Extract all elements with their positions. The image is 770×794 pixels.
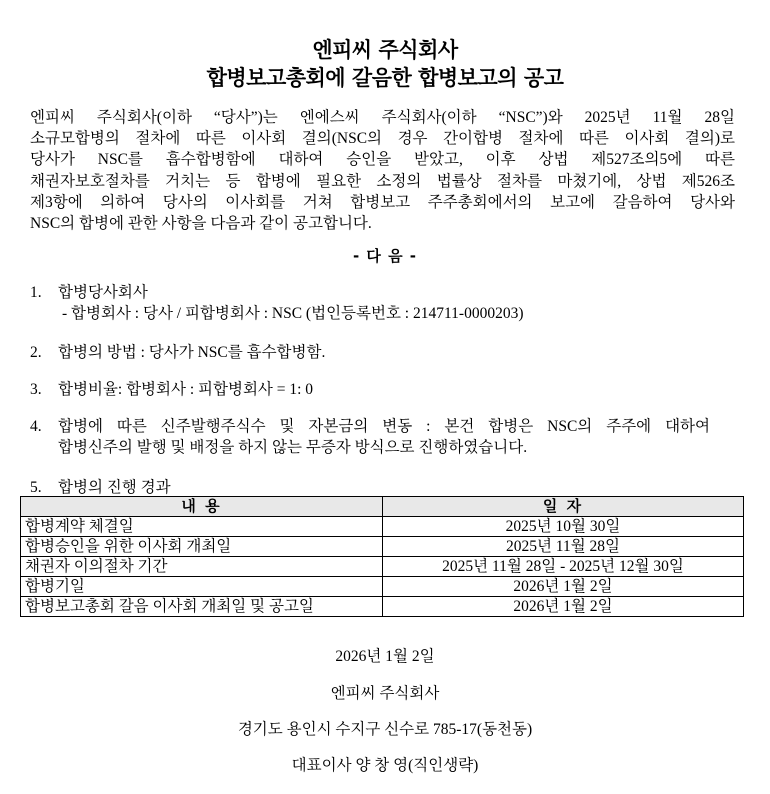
intro-line: 제3항에 의하여 당사의 이사회를 거쳐 합병보고 주주총회에서의 보고에 갈음하여 당사와 [30,193,735,211]
list-item-number: 4. [30,418,42,435]
list-item-number: 3. [30,381,42,398]
table-row [21,557,744,577]
intro-paragraph [30,107,735,234]
list-item-number: 5. [30,479,42,496]
list-item-text: 합병비율: 합병회사 : 피합병회사 = 1: 0 [58,381,314,398]
intro-line: NSC의 합병에 관한 사항을 다음과 같이 공고합니다. [30,215,372,233]
intro-line: 엔피씨 주식회사(이하 “당사”)는 엔에스씨 주식회사(이하 “NSC”)와 2025년 11월 28일 [30,109,735,126]
list-item-number: 2. [30,344,42,361]
document-title: 합병보고총회에 갈음한 합병보고의 공고 [206,66,564,90]
table-row [21,577,744,597]
section-heading: - 다 음 - [352,247,418,265]
company-address: 경기도 용인시 수지구 신수로 785-17(동천동) [237,721,533,738]
ceo-signature: 대표이사 양 창 영(직인생략) [291,757,479,774]
merger-progress-table [20,496,744,617]
table-row [21,597,744,617]
intro-line: 채권자보호절차를 거치는 등 합병에 필요한 소정의 법률상 절차를 마쳤기에, 상법 제526조 [30,172,735,190]
list-item-text: 합병에 따른 신주발행주식수 및 자본금의 변동 : 본건 합병은 NSC의 주주에 대하여 [58,418,710,435]
list-item-merger-ratio [30,379,313,400]
list-item-merger-method [30,342,325,363]
list-item-progress [30,477,171,498]
table-cell-content: 합병기일 [21,577,383,597]
list-item-subtext: - 합병회사 : 당사 / 피합병회사 : NSC (법인등록번호 : 214711-0000203) [62,305,524,322]
table-cell-date: 2025년 11월 28일 [383,537,744,557]
column-header-content: 내 용 [21,497,383,517]
table-cell-date: 2026년 1월 2일 [383,597,744,617]
intro-line: 소규모합병의 절차에 따른 이사회 결의(NSC의 경우 간이합병 절차에 따른 이사회 결의)로 [30,130,735,148]
table-cell-date: 2026년 1월 2일 [383,577,744,597]
list-item-continuation: 합병신주의 발행 및 배정을 하지 않는 무증자 방식으로 진행하였습니다. [58,439,528,456]
table-row [21,517,744,537]
table-header-row [21,497,744,517]
table-cell-date: 2025년 11월 28일 - 2025년 12월 30일 [383,557,744,577]
list-item-text: 합병의 방법 : 당사가 NSC를 흡수합병함. [58,344,326,361]
intro-line: 당사가 NSC를 흡수합병함에 대하여 승인을 받았고, 이후 상법 제527조의5에 따른 [30,151,735,169]
table-cell-content: 합병계약 체결일 [21,517,383,537]
list-item-number: 1. [30,284,42,301]
list-item-share-changes [30,416,710,458]
company-name: 엔피씨 주식회사 [330,685,440,702]
table-cell-content: 합병보고총회 갈음 이사회 개최일 및 공고일 [21,597,383,617]
list-item-merging-parties [30,282,524,324]
column-header-date: 일 자 [383,497,744,517]
document-title-company: 엔피씨 주식회사 [312,38,458,62]
table-row [21,537,744,557]
list-item-text: 합병의 진행 경과 [58,479,171,496]
list-item-text: 합병당사회사 [58,284,148,301]
notice-date: 2026년 1월 2일 [335,648,435,665]
table-cell-content: 합병승인을 위한 이사회 개최일 [21,537,383,557]
table-cell-date: 2025년 10월 30일 [383,517,744,537]
table-cell-content: 채권자 이의절차 기간 [21,557,383,577]
